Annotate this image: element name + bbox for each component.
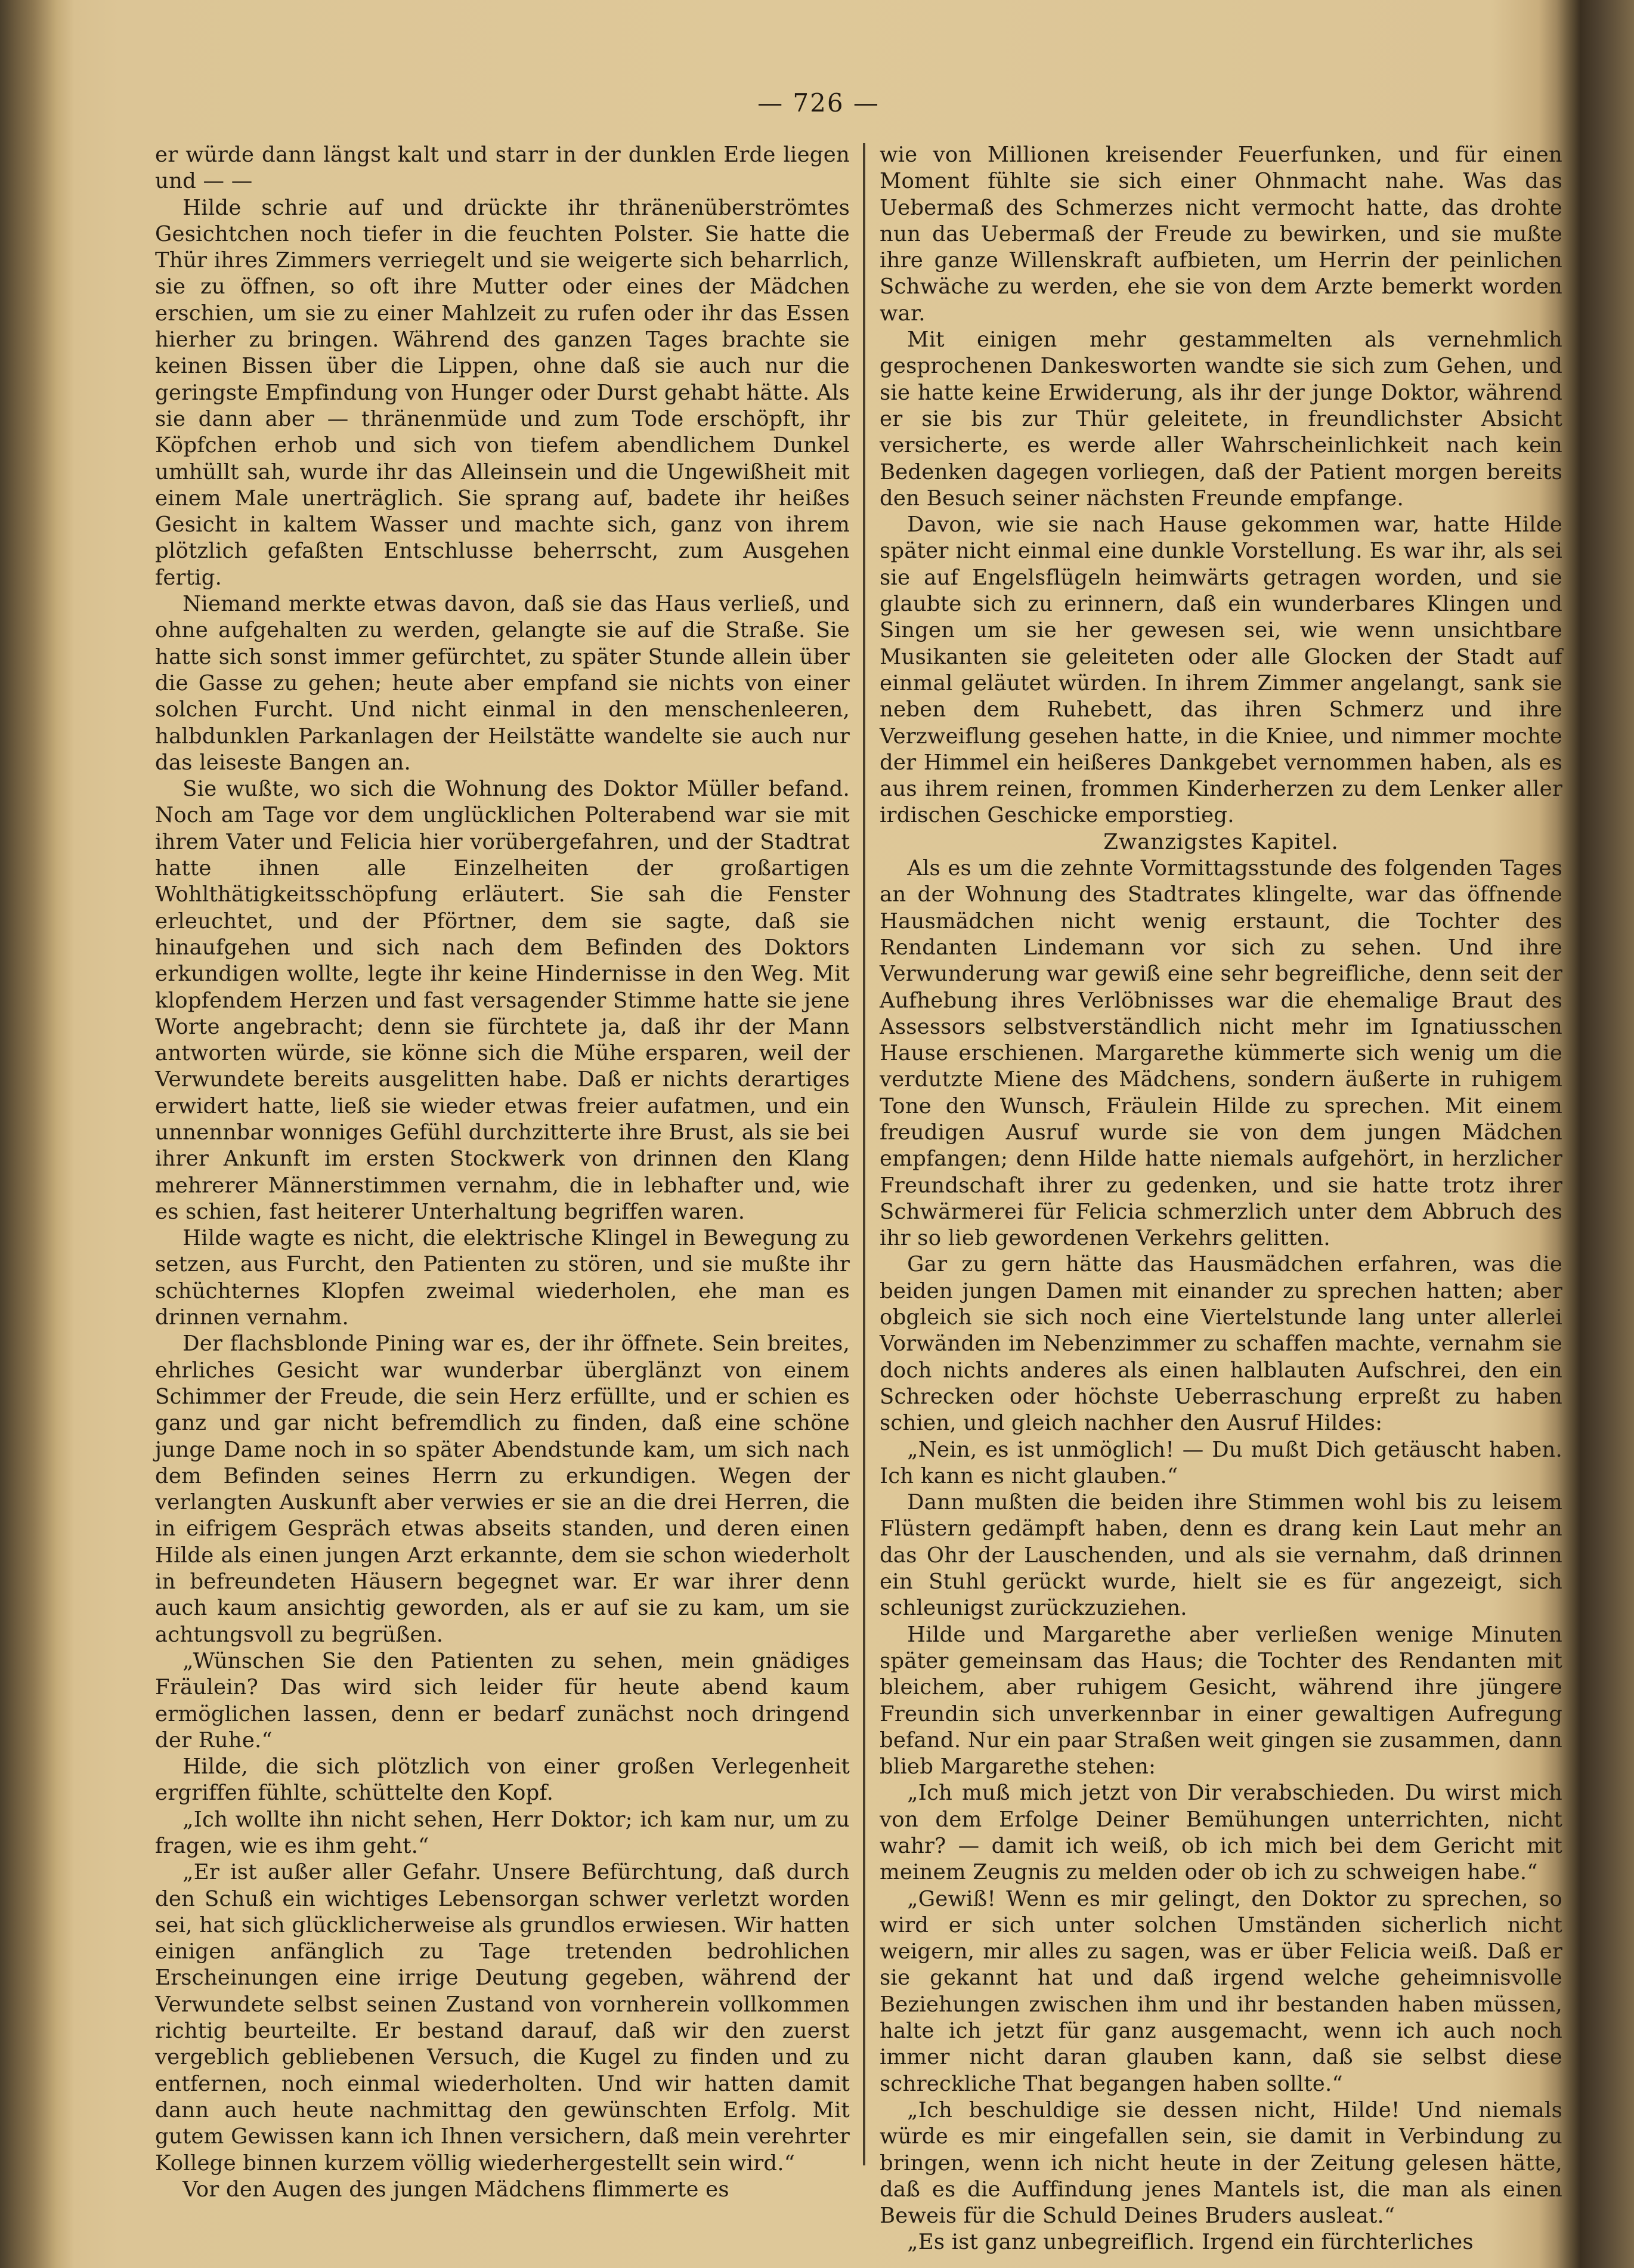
chapter-heading: Zwanzigstes Kapitel. [1103, 829, 1339, 854]
paragraph: Hilde und Margarethe aber verließen wenige Minuten später gemeinsam das Haus; die Tochter des Rendanten mit bleichem, aber ruhigem Gesicht, während ihre jüngere Freundin sich unverkennbar in einer gewaltigen Aufregung befand. Nur ein paar Straßen weit gingen sie zusammen, dann blieb Margarethe stehen: [880, 1622, 1562, 1779]
paragraph: „Ich muß mich jetzt von Dir verabschieden. Du wirst mich von dem Erfolge Deiner Bemühungen unterrichten, nicht wahr? — damit ich weiß, ob ich mich bei dem Gericht mit meinem Zeugnis zu melden oder ob ich zu schweigen habe.“ [880, 1781, 1562, 1885]
column-divider [863, 143, 865, 2165]
page-number: — 726 — [757, 88, 880, 118]
paragraph: Mit einigen mehr gestammelten als vernehmlich gesprochenen Dankesworten wandte sie sich zum Gehen, und sie hatte keine Erwiderung, als ihr der junge Doktor, während er sie bis zur Thür geleitete, in freundlichster Absicht versicherte, es werde aller Wahrscheinlichkeit nach kein Bedenken dagegen vorliegen, daß der Patient morgen bereits den Besuch seiner nächsten Freunde empfange. [880, 327, 1562, 511]
paragraph: Gar zu gern hätte das Hausmädchen erfahren, was die beiden jungen Damen mit einander zu sprechen hatten; aber obgleich sie sich noch eine Viertelstunde lang unter allerlei Vorwänden im Nebenzimmer zu schaffen machte, vernahm sie doch nichts anderes als einen halblauten Aufschrei, den ein Schrecken oder höchste Ueberraschung erpreßt zu haben schien, und gleich nachher den Ausruf Hildes: [880, 1252, 1562, 1436]
paragraph: „Ich wollte ihn nicht sehen, Herr Doktor; ich kam nur, um zu fragen, wie es ihm geht.“ [155, 1807, 850, 1858]
text-column-right [880, 142, 1562, 2256]
paragraph: „Gewiß! Wenn es mir gelingt, den Doktor zu sprechen, so wird er sich unter solchen Umständen sicherlich nicht weigern, mir alles zu sagen, was er über Felicia weiß. Daß er sie gekannt hat und daß irgend welche geheimnisvolle Beziehungen zwischen ihm und ihr bestanden haben müssen, halte ich jetzt für ganz ausgemacht, wenn ich auch noch immer nicht daran glauben kann, daß sie selbst diese schreckliche That begangen haben sollte.“ [880, 1886, 1562, 2096]
paragraph: „Er ist außer aller Gefahr. Unsere Befürchtung, daß durch den Schuß ein wichtiges Lebensorgan schwer verletzt worden sei, hat sich glücklicherweise als grundlos erwiesen. Wir hatten einigen anfänglich zu Tage tretenden bedrohlichen Erscheinungen eine irrige Deutung gegeben, während der Verwundete selbst seinen Zustand von vornherein vollkommen richtig beurteilte. Er bestand darauf, daß wir den zuerst vergeblich gebliebenen Versuch, die Kugel zu finden und zu entfernen, noch einmal wiederholten. Und wir hatten damit dann auch heute nachmittag den gewünschten Erfolg. Mit gutem Gewissen kann ich Ihnen versichern, daß mein verehrter Kollege binnen kurzem völlig wiederhergestellt sein wird.“ [155, 1860, 850, 2176]
paragraph: Davon, wie sie nach Hause gekommen war, hatte Hilde später nicht einmal eine dunkle Vorstellung. Es war ihr, als sei sie auf Engelsflügeln heimwärts getragen worden, und sie glaubte sich zu erinnern, daß ein wunderbares Klingen und Singen um sie her gewesen sei, wie wenn unsichtbare Musikanten sie geleiteten oder alle Glocken der Stadt auf einmal geläutet würden. In ihrem Zimmer angelangt, sank sie neben dem Ruhebett, das ihren Schmerz und ihre Verzweiflung gesehen hatte, in die Kniee, und nimmer mochte der Himmel ein heißeres Dankgebet vernommen haben, als es aus ihrem reinen, frommen Kinderherzen zu dem Lenker aller irdischen Geschicke emporstieg. [880, 512, 1562, 828]
paragraph: „Wünschen Sie den Patienten zu sehen, mein gnädiges Fräulein? Das wird sich leider für heute abend kaum ermöglichen lassen, denn er bedarf zunächst noch dringend der Ruhe.“ [155, 1648, 850, 1753]
paragraph: Hilde wagte es nicht, die elektrische Klingel in Bewegung zu setzen, aus Furcht, den Patienten zu stören, und sie mußte ihr schüchternes Klopfen zweimal wiederholen, ehe man es drinnen vernahm. [155, 1226, 850, 1330]
paragraph: Hilde, die sich plötzlich von einer großen Verlegenheit ergriffen fühlte, schüttelte den Kopf. [155, 1754, 850, 1806]
page [66, 0, 1571, 2268]
paragraph: Als es um die zehnte Vormittagsstunde des folgenden Tages an der Wohnung des Stadtrates klingelte, war das öffnende Hausmädchen nicht wenig erstaunt, die Tochter des Rendanten Lindemann vor sich zu sehen. Und ihre Verwunderung war gewiß eine sehr begreifliche, denn seit der Aufhebung ihres Verlöbnisses war die ehemalige Braut des Assessors selbstverständlich nicht mehr im Ignatiusschen Hause erschienen. Margarethe kümmerte sich wenig um die verdutzte Miene des Mädchens, sondern äußerte in ruhigem Tone den Wunsch, Fräulein Hilde zu sprechen. Mit einem freudigen Ausruf wurde sie von dem jungen Mädchen empfangen; denn Hilde hatte niemals aufgehört, in herzlicher Freundschaft ihrer zu gedenken, und sie hatte trotz ihrer Schwärmerei für Felicia schmerzlich unter dem Abbruch des ihr so lieb gewordenen Verkehrs gelitten. [880, 856, 1562, 1251]
text-column-left [155, 142, 850, 2203]
paragraph: Der flachsblonde Pining war es, der ihr öffnete. Sein breites, ehrliches Gesicht war wunderbar überglänzt von einem Schimmer der Freude, die sein Herz erfüllte, und er schien es ganz und gar nicht befremdlich zu finden, daß eine schöne junge Dame noch in so später Abendstunde kam, um sich nach dem Befinden seines Herrn zu erkundigen. Wegen der verlangten Auskunft aber verwies er sie an die drei Herren, die in eifrigem Gespräch etwas abseits standen, und deren einen Hilde als einen jungen Arzt erkannte, dem sie schon wiederholt in befreundeten Häusern begegnet war. Er war ihrer denn auch kaum ansichtig geworden, als er auf sie zu kam, um sie achtungsvoll zu begrüßen. [155, 1331, 850, 1647]
paragraph: Sie wußte, wo sich die Wohnung des Doktor Müller befand. Noch am Tage vor dem unglücklichen Polterabend war sie mit ihrem Vater und Felicia hier vorübergefahren, und der Stadtrat hatte ihnen alle Einzelheiten der großartigen Wohlthätigkeitsschöpfung erläutert. Sie sah die Fenster erleuchtet, und der Pförtner, dem sie sagte, daß sie hinaufgehen und sich nach dem Befinden des Doktors erkundigen wollte, legte ihr keine Hindernisse in den Weg. Mit klopfendem Herzen und fast versagender Stimme hatte sie jene Worte angebracht; denn sie fürchtete ja, daß ihr der Mann antworten würde, sie könne sich die Mühe ersparen, weil der Verwundete bereits ausgelitten habe. Daß er nichts derartiges erwidert hatte, ließ sie wieder etwas freier aufatmen, und ein unnennbar wonniges Gefühl durchzitterte ihre Brust, als sie bei ihrer Ankunft im ersten Stockwerk von drinnen den Klang mehrerer Männerstimmen vernahm, die in lebhafter und, wie es schien, fast heiterer Unterhaltung begriffen waren. [155, 777, 850, 1224]
paragraph: „Nein, es ist unmöglich! — Du mußt Dich getäuscht haben. Ich kann es nicht glauben.“ [880, 1437, 1562, 1488]
paragraph: „Ich beschuldige sie dessen nicht, Hilde! Und niemals würde es mir eingefallen sein, sie damit in Verbindung zu bringen, wenn ich nicht heute in der Zeitung gelesen hätte, daß es die Auffindung jenes Mantels ist, die man als einen Beweis für die Schuld Deines Bruders ausleat.“ [880, 2097, 1562, 2229]
paragraph: „Es ist ganz unbegreiflich. Irgend ein fürchterliches [907, 2230, 1474, 2255]
paragraph: Hilde schrie auf und drückte ihr thränenüberströmtes Gesichtchen noch tiefer in die feuchten Polster. Sie hatte die Thür ihres Zimmers verriegelt und sie weigerte sich beharrlich, sie zu öffnen, so oft ihre Mutter oder eines der Mädchen erschien, um sie zu einer Mahlzeit zu rufen oder ihr das Essen hierher zu bringen. Während des ganzen Tages brachte sie keinen Bissen über die Lippen, ohne daß sie auch nur die geringste Empfindung von Hunger oder Durst gehabt hätte. Als sie dann aber — thränenmüde und zum Tode erschöpft, ihr Köpfchen erhob und sich von tiefem abendlichem Dunkel umhüllt sah, wurde ihr das Alleinsein und die Ungewißheit mit einem Male unerträglich. Sie sprang auf, badete ihr heißes Gesicht in kaltem Wasser und machte sich, ganz von ihrem plötzlich gefaßten Entschlusse beherrscht, zum Ausgehen fertig. [155, 195, 850, 590]
paragraph: Niemand merkte etwas davon, daß sie das Haus verließ, und ohne aufgehalten zu werden, gelangte sie auf die Straße. Sie hatte sich sonst immer gefürchtet, zu später Stunde allein über die Gasse zu gehen; heute aber empfand sie nichts von einer solchen Furcht. Und nicht einmal in den menschenleeren, halbdunklen Parkanlagen der Heilstätte wandelte sie auch nur das leiseste Bangen an. [155, 592, 850, 775]
paragraph: er würde dann längst kalt und starr in der dunklen Erde liegen und — — [155, 143, 850, 194]
paragraph: Vor den Augen des jungen Mädchens flimmerte es [182, 2177, 729, 2202]
paragraph: wie von Millionen kreisender Feuerfunken, und für einen Moment fühlte sie sich einer Ohnmacht nahe. Was das Uebermaß des Schmerzes nicht vermocht hatte, das drohte nun das Uebermaß der Freude zu bewirken, und sie mußte ihre ganze Willenskraft aufbieten, um Herrin der peinlichen Schwäche zu werden, ehe sie von dem Arzte bemerkt worden war. [880, 143, 1562, 326]
paragraph: Dann mußten die beiden ihre Stimmen wohl bis zu leisem Flüstern gedämpft haben, denn es drang kein Laut mehr an das Ohr der Lauschenden, und als sie vernahm, daß drinnen ein Stuhl gerückt wurde, hielt sie es für angezeigt, sich schleunigst zurückzuziehen. [880, 1490, 1562, 1621]
